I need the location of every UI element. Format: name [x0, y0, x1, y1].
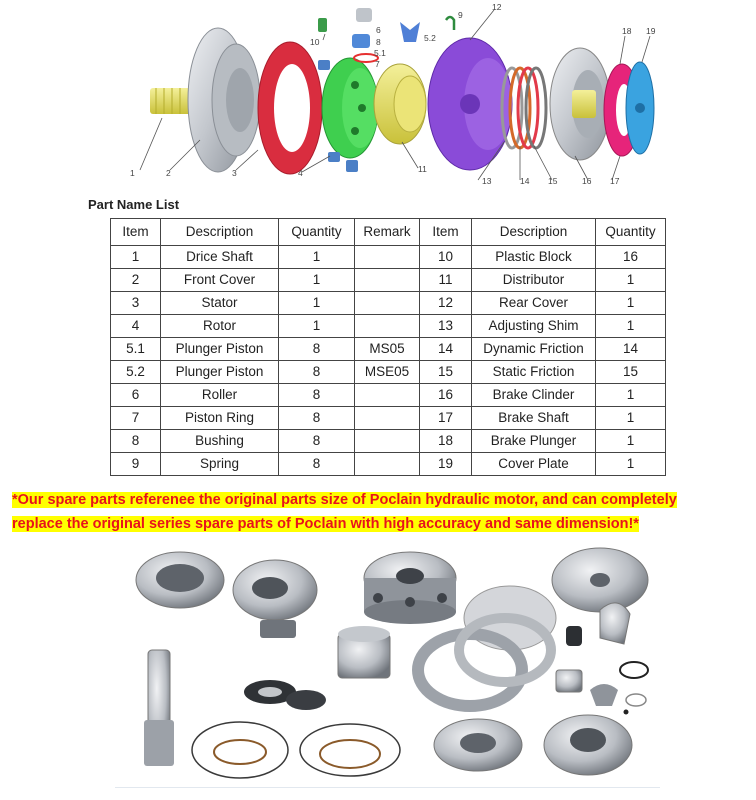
cell-description: Drice Shaft	[161, 246, 279, 269]
cell-quantity-2: 15	[596, 361, 666, 384]
cell-quantity: 1	[279, 315, 355, 338]
table-row	[111, 246, 666, 269]
cell-item: 7	[111, 407, 161, 430]
cell-remark	[355, 407, 420, 430]
cell-quantity-2: 1	[596, 430, 666, 453]
cell-description-2: Static Friction	[472, 361, 596, 384]
callout-15: 15	[548, 176, 558, 186]
table-row	[111, 361, 666, 384]
cell-description-2: Brake Plunger	[472, 430, 596, 453]
stator	[258, 42, 322, 174]
callout-2: 2	[166, 168, 171, 178]
cell-quantity: 8	[279, 338, 355, 361]
cell-description: Rotor	[161, 315, 279, 338]
rotor	[318, 58, 378, 172]
table-row	[111, 315, 666, 338]
cell-item-2: 11	[420, 269, 472, 292]
cell-item-2: 18	[420, 430, 472, 453]
cell-description-2: Brake Clinder	[472, 384, 596, 407]
callout-1: 1	[130, 168, 135, 178]
table-row	[111, 338, 666, 361]
cell-description-2: Cover Plate	[472, 453, 596, 476]
cell-description-2: Dynamic Friction	[472, 338, 596, 361]
callout-7: 7	[375, 59, 380, 69]
callout-3: 3	[232, 168, 237, 178]
cell-item-2: 12	[420, 292, 472, 315]
callout-10: 10	[310, 37, 320, 47]
cell-quantity: 1	[279, 269, 355, 292]
cell-quantity: 8	[279, 384, 355, 407]
table-row	[111, 430, 666, 453]
cell-item: 8	[111, 430, 161, 453]
cell-item: 2	[111, 269, 161, 292]
table-row	[111, 407, 666, 430]
callout-16: 16	[582, 176, 592, 186]
callout-8: 8	[376, 37, 381, 47]
header-quantity-2: Quantity	[596, 219, 666, 246]
callout-12: 12	[492, 2, 502, 12]
cell-quantity-2: 1	[596, 384, 666, 407]
cell-item: 3	[111, 292, 161, 315]
callout-9: 9	[458, 10, 463, 20]
cell-remark	[355, 269, 420, 292]
cell-description: Stator	[161, 292, 279, 315]
front-cover	[188, 28, 260, 172]
cell-quantity-2: 16	[596, 246, 666, 269]
cell-quantity: 8	[279, 361, 355, 384]
cell-item-2: 19	[420, 453, 472, 476]
header-quantity: Quantity	[279, 219, 355, 246]
divider	[115, 787, 660, 788]
header-item-2: Item	[420, 219, 472, 246]
cell-quantity: 1	[279, 246, 355, 269]
cell-description-2: Plastic Block	[472, 246, 596, 269]
notice-line-2: replace the original series spare parts of Poclain with high accuracy and same dimension!*	[12, 516, 639, 532]
cell-description: Bushing	[161, 430, 279, 453]
rear-cover	[428, 38, 512, 170]
cell-remark: MSE05	[355, 361, 420, 384]
cell-quantity-2: 1	[596, 315, 666, 338]
cell-remark	[355, 246, 420, 269]
cell-item-2: 13	[420, 315, 472, 338]
cell-remark	[355, 384, 420, 407]
cell-quantity-2: 1	[596, 269, 666, 292]
table-row	[111, 269, 666, 292]
cell-remark	[355, 315, 420, 338]
cell-quantity-2: 1	[596, 407, 666, 430]
cell-item-2: 17	[420, 407, 472, 430]
part-list-title: Part Name List	[88, 197, 180, 212]
table-row	[111, 453, 666, 476]
cell-description-2: Adjusting Shim	[472, 315, 596, 338]
cell-quantity: 8	[279, 407, 355, 430]
cell-item: 1	[111, 246, 161, 269]
cell-description-2: Rear Cover	[472, 292, 596, 315]
cell-quantity: 8	[279, 430, 355, 453]
callout-18: 18	[622, 26, 632, 36]
callout-11: 11	[418, 164, 427, 174]
cell-description: Front Cover	[161, 269, 279, 292]
cell-remark	[355, 430, 420, 453]
table-row	[111, 384, 666, 407]
callout-17: 17	[610, 176, 620, 186]
cell-description-2: Distributor	[472, 269, 596, 292]
cell-description-2: Brake Shaft	[472, 407, 596, 430]
cell-item: 5.2	[111, 361, 161, 384]
parts-table	[110, 218, 666, 476]
cell-description: Roller	[161, 384, 279, 407]
cell-description: Piston Ring	[161, 407, 279, 430]
cell-item: 9	[111, 453, 161, 476]
header-description-2: Description	[472, 219, 596, 246]
cell-quantity-2: 1	[596, 453, 666, 476]
callout-19: 19	[646, 26, 656, 36]
cell-item: 4	[111, 315, 161, 338]
table-header-row	[111, 219, 666, 246]
cell-description: Spring	[161, 453, 279, 476]
cell-item-2: 15	[420, 361, 472, 384]
notice-text	[12, 488, 752, 536]
cell-item-2: 10	[420, 246, 472, 269]
callout-5-1: 5.1	[374, 48, 386, 58]
cell-remark	[355, 453, 420, 476]
cell-quantity: 8	[279, 453, 355, 476]
cell-description: Plunger Piston	[161, 338, 279, 361]
brake-plunger-and-cover	[604, 62, 654, 156]
callout-5-2: 5.2	[424, 33, 436, 43]
cell-remark	[355, 292, 420, 315]
callout-14: 14	[520, 176, 530, 186]
cell-description: Plunger Piston	[161, 361, 279, 384]
callout-4: 4	[298, 168, 303, 178]
notice-line-1: *Our spare parts referenee the original parts size of Poclain hydraulic motor, and can completely	[12, 492, 677, 508]
callout-13: 13	[482, 176, 492, 186]
spare-parts-photo-icon	[110, 540, 670, 795]
header-item: Item	[111, 219, 161, 246]
brake-cylinder	[550, 48, 610, 160]
cell-item-2: 16	[420, 384, 472, 407]
distributor	[374, 64, 426, 144]
header-description: Description	[161, 219, 279, 246]
header-remark: Remark	[355, 219, 420, 246]
cell-item-2: 14	[420, 338, 472, 361]
exploded-view-diagram-icon	[0, 0, 756, 196]
table-row	[111, 292, 666, 315]
cell-quantity: 1	[279, 292, 355, 315]
cell-item: 5.1	[111, 338, 161, 361]
cell-quantity-2: 14	[596, 338, 666, 361]
cell-item: 6	[111, 384, 161, 407]
callout-6: 6	[376, 25, 381, 35]
cell-quantity-2: 1	[596, 292, 666, 315]
cell-remark: MS05	[355, 338, 420, 361]
